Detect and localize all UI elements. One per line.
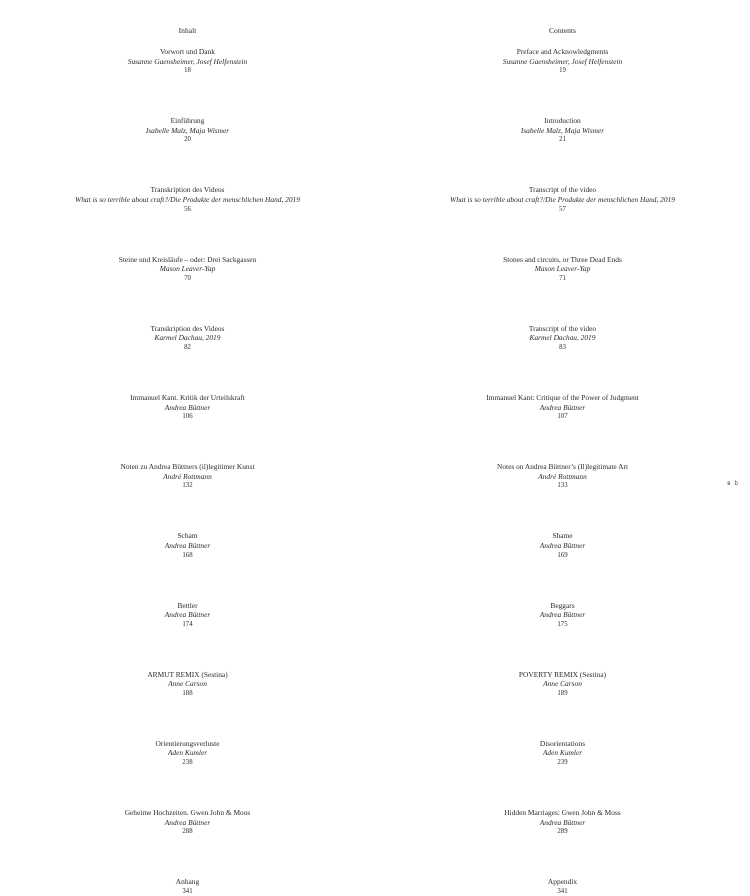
entry-page-number: 341 xyxy=(557,887,568,895)
entry-page-number: 20 xyxy=(184,136,191,144)
corner-mark: ʙ b xyxy=(727,480,738,487)
entry-title: Geheime Hochzeiten. Gwen John & Moos xyxy=(124,808,251,818)
entry-page-number: 70 xyxy=(184,274,191,282)
entry-page-number: 57 xyxy=(559,205,566,213)
entry-page-number: 188 xyxy=(182,689,193,697)
entry-title: Beggars xyxy=(550,600,575,610)
entry-title: Shame xyxy=(552,531,573,541)
toc-heading-english: Contents xyxy=(548,26,576,35)
entry-page-number: 189 xyxy=(557,689,568,697)
right-page xyxy=(375,0,750,895)
toc-entry[interactable] xyxy=(0,601,375,670)
entry-page-number: 169 xyxy=(557,551,568,559)
entry-page-number: 82 xyxy=(184,343,191,351)
toc-entry[interactable] xyxy=(375,255,750,324)
toc-entry[interactable] xyxy=(375,462,750,531)
entry-title: Stones and circuits, or Three Dead Ends xyxy=(503,254,622,264)
entry-author: André Rottmann xyxy=(538,471,587,481)
entry-page-number: 239 xyxy=(557,759,568,767)
toc-entry[interactable] xyxy=(375,47,750,116)
entry-title: Immanuel Kant. Kritik der Urteilskraft xyxy=(130,392,245,402)
entry-title: Orientierungsverluste xyxy=(155,738,220,748)
toc-entry[interactable] xyxy=(375,116,750,185)
entry-page-number: 289 xyxy=(557,828,568,836)
entry-title: Bettler xyxy=(177,600,198,610)
entry-title: Noten zu Andrea Büttners (il)legitimer Kunst xyxy=(120,462,255,472)
toc-entry[interactable] xyxy=(375,185,750,254)
entry-author: Anne Carson xyxy=(543,679,582,689)
entry-author: Susanne Gaensheimer, Josef Helfenstein xyxy=(127,56,248,66)
toc-entry[interactable] xyxy=(375,670,750,739)
entry-title: Scham xyxy=(177,531,198,541)
entry-title: POVERTY REMIX (Sestina) xyxy=(518,669,607,679)
entry-author: Andrea Büttner xyxy=(539,610,586,620)
entry-page-number: 133 xyxy=(557,482,568,490)
entry-author: Andrea Büttner xyxy=(164,540,211,550)
toc-entry[interactable] xyxy=(375,531,750,600)
toc-entry[interactable] xyxy=(0,324,375,393)
entry-title: Vorwort und Dank xyxy=(160,47,215,56)
entry-author: Aden Kumler xyxy=(167,748,208,758)
entry-author: Andrea Büttner xyxy=(539,402,586,412)
entry-page-number: 21 xyxy=(559,136,566,144)
entry-page-number: 341 xyxy=(182,887,193,895)
entry-page-number: 106 xyxy=(182,413,193,421)
left-page xyxy=(0,0,375,895)
entry-page-number: 288 xyxy=(182,828,193,836)
entry-author: André Rottmann xyxy=(163,471,212,481)
entry-title: Hidden Marriages: Gwen John & Moss xyxy=(504,808,621,818)
toc-entry[interactable] xyxy=(0,531,375,600)
toc-entry[interactable] xyxy=(375,877,750,896)
entry-author: Andrea Büttner xyxy=(164,817,211,827)
entry-author: Susanne Gaensheimer, Josef Helfenstein xyxy=(502,56,623,66)
entry-page-number: 107 xyxy=(557,413,568,421)
toc-entry[interactable] xyxy=(0,462,375,531)
entry-author: Mason Leaver-Yap xyxy=(159,264,216,274)
entry-page-number: 56 xyxy=(184,205,191,213)
toc-entry[interactable] xyxy=(0,808,375,877)
entry-author: Isabelle Malz, Maja Wismer xyxy=(145,125,230,135)
entry-author: Mason Leaver-Yap xyxy=(534,264,591,274)
entry-page-number: 71 xyxy=(559,274,566,282)
entry-title: Transcript of the video xyxy=(528,323,597,333)
entry-page-number: 19 xyxy=(559,67,566,75)
entry-title: Immanuel Kant: Critique of the Power of Judgment xyxy=(486,392,639,402)
toc-entry[interactable] xyxy=(0,47,375,116)
entry-title: ARMUT REMIX (Sestina) xyxy=(147,669,228,679)
entry-page-number: 175 xyxy=(557,620,568,628)
toc-entry[interactable] xyxy=(375,808,750,877)
toc-entry[interactable] xyxy=(0,393,375,462)
entry-page-number: 83 xyxy=(559,343,566,351)
entry-author: Andrea Büttner xyxy=(539,540,586,550)
entry-title: Steine und Kreisläufe – oder: Drei Sackgassen xyxy=(118,254,257,264)
toc-english xyxy=(375,26,750,896)
entry-title: Transkription des Videos xyxy=(150,185,225,195)
toc-entry[interactable] xyxy=(375,601,750,670)
toc-entry[interactable] xyxy=(0,185,375,254)
entry-title: Disorientations xyxy=(539,738,586,748)
entry-page-number: 174 xyxy=(182,620,193,628)
toc-entry[interactable] xyxy=(0,255,375,324)
toc-heading-german: Inhalt xyxy=(178,26,197,35)
entry-author: Karmel Dachau, 2019 xyxy=(529,333,596,343)
entry-title: Anhang xyxy=(175,877,200,887)
entry-author: Aden Kumler xyxy=(542,748,583,758)
entry-title: Introduction xyxy=(544,116,581,126)
entry-title: Appendix xyxy=(547,877,578,887)
entry-author: Karmel Dachau, 2019 xyxy=(154,333,221,343)
toc-german xyxy=(0,26,375,896)
entry-title: Einführung xyxy=(170,116,205,126)
toc-entry[interactable] xyxy=(375,324,750,393)
entry-page-number: 168 xyxy=(182,551,193,559)
toc-entry[interactable] xyxy=(375,739,750,808)
entry-title: Transkription des Videos xyxy=(150,323,225,333)
entry-title: Transcript of the video xyxy=(528,185,597,195)
entry-author: What is so terrible about craft?/Die Produkte der menschlichen Hand, 2019 xyxy=(450,194,675,204)
entry-author: Anne Carson xyxy=(168,679,207,689)
entry-author: Andrea Büttner xyxy=(164,610,211,620)
toc-entry[interactable] xyxy=(0,877,375,896)
toc-entry[interactable] xyxy=(0,670,375,739)
toc-entry[interactable] xyxy=(0,739,375,808)
entry-author: Isabelle Malz, Maja Wismer xyxy=(520,125,605,135)
entry-page-number: 238 xyxy=(182,759,193,767)
entry-author: What is so terrible about craft?/Die Produkte der menschlichen Hand, 2019 xyxy=(75,194,300,204)
entry-author: Andrea Büttner xyxy=(164,402,211,412)
entry-title: Preface and Acknowledgments xyxy=(516,47,609,56)
entry-title: Notes on Andrea Büttner’s (Il)legitimate Art xyxy=(496,462,629,472)
entry-author: Andrea Büttner xyxy=(539,817,586,827)
toc-entry[interactable] xyxy=(375,393,750,462)
entry-page-number: 18 xyxy=(184,67,191,75)
entry-page-number: 132 xyxy=(182,482,193,490)
toc-entry[interactable] xyxy=(0,116,375,185)
